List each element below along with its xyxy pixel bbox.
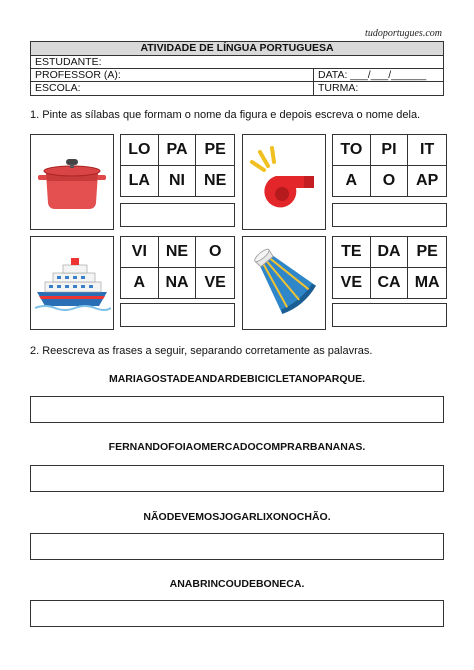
ship-icon <box>33 252 111 314</box>
syllable-grid-shuttlecock <box>332 236 447 299</box>
syllable-cell[interactable]: NI <box>159 166 197 197</box>
class-field[interactable]: TURMA: <box>318 82 359 94</box>
picture-box-ship <box>30 236 114 330</box>
syllable-grid-ship <box>120 236 235 299</box>
syllable-cell[interactable]: IT <box>408 135 446 166</box>
header-table <box>30 41 444 96</box>
syllable-cell[interactable]: O <box>371 166 409 197</box>
syllable-cell[interactable]: AP <box>416 171 439 189</box>
syllable-cell[interactable]: MA <box>414 273 440 291</box>
syllable-cell[interactable]: PE <box>408 237 446 268</box>
syllable-cell[interactable]: TO <box>333 135 371 166</box>
syllable-cell[interactable]: LA <box>121 166 159 197</box>
syllable-cell[interactable]: VI <box>121 237 159 268</box>
writing-line-1[interactable] <box>30 396 444 423</box>
sentence-3: NÃODEVEMOSJOGARLIXONOCHÃO. <box>143 511 331 523</box>
syllable-cell[interactable]: A <box>121 268 159 299</box>
answer-box-whistle[interactable] <box>332 203 447 227</box>
worksheet-title: ATIVIDADE DE LÍNGUA PORTUGUESA <box>31 42 443 56</box>
writing-line-4[interactable] <box>30 600 444 627</box>
syllable-cell[interactable]: LO <box>121 135 159 166</box>
sentence-1: MARIAGOSTADEANDARDEBICICLETANOPARQUE. <box>108 373 366 385</box>
writing-line-2[interactable] <box>30 465 444 492</box>
picture-box-shuttlecock <box>242 236 326 330</box>
syllable-grid-pot <box>120 134 235 197</box>
date-field[interactable]: DATA: ___/___/______ <box>318 69 427 81</box>
syllable-cell[interactable]: A <box>333 166 371 197</box>
answer-box-ship[interactable] <box>120 303 235 327</box>
whistle-icon <box>246 146 322 218</box>
answer-box-pot[interactable] <box>120 203 235 227</box>
brand-watermark: tudoportugues.com <box>365 28 442 39</box>
writing-line-3[interactable] <box>30 533 444 560</box>
syllable-cell[interactable]: CA <box>371 268 409 299</box>
pot-icon <box>34 151 110 213</box>
sentence-2: FERNANDOFOIAOMERCADOCOMPRARBANANAS. <box>108 441 366 453</box>
picture-box-pot <box>30 134 114 230</box>
student-field[interactable]: ESTUDANTE: <box>35 56 102 68</box>
syllable-cell[interactable]: PE <box>196 135 234 166</box>
shuttlecock-icon <box>245 243 323 323</box>
syllable-cell[interactable]: DA <box>371 237 409 268</box>
syllable-cell[interactable]: PA <box>159 135 197 166</box>
answer-box-shuttlecock[interactable] <box>332 303 447 327</box>
syllable-cell[interactable]: NA <box>159 268 197 299</box>
syllable-cell[interactable]: TE <box>333 237 371 268</box>
picture-box-whistle <box>242 134 326 230</box>
school-field[interactable]: ESCOLA: <box>31 82 314 95</box>
teacher-field[interactable]: PROFESSOR (A): <box>31 69 314 81</box>
syllable-cell[interactable]: O <box>196 237 234 268</box>
instruction-1: 1. Pinte as sílabas que formam o nome da figura e depois escreva o nome dela. <box>30 109 421 121</box>
syllable-cell[interactable]: VE <box>204 273 226 291</box>
syllable-cell[interactable]: NE <box>159 237 197 268</box>
syllable-grid-whistle <box>332 134 447 197</box>
syllable-cell[interactable]: NE <box>204 171 227 189</box>
syllable-cell[interactable]: PI <box>371 135 409 166</box>
syllable-cell[interactable]: VE <box>333 268 371 299</box>
instruction-2: 2. Reescreva as frases a seguir, separando corretamente as palavras. <box>30 345 373 357</box>
sentence-4: ANABRINCOUDEBONECA. <box>169 578 305 590</box>
